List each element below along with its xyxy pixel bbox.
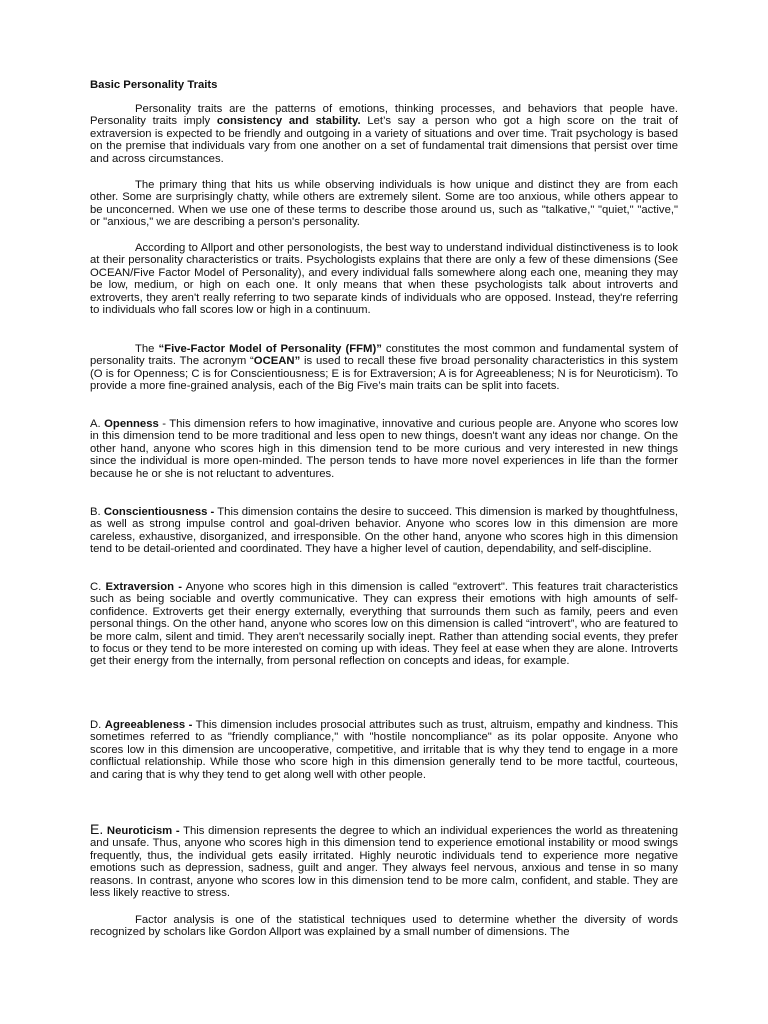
document-title: Basic Personality Traits [90,79,218,91]
trait-neuroticism [90,823,678,899]
trait-agreeableness [90,719,678,781]
trait-extraversion [90,581,678,668]
trait-letter: C. [90,581,106,593]
paragraph-distinctiveness: The primary thing that hits us while observing individuals is how unique and distinct they are from each other. Some are surprisingly chatty, while others are extremely silent. Some are too anxious, while others appear to be unconcerned. When we use one of these terms to describe those around us, such as "talkative," "quiet," "active," or "anxious," we are describing a person's personality. [90,179,678,229]
trait-term: Openness [104,418,159,430]
paragraph-text: The [135,343,159,355]
trait-letter: D. [90,719,105,731]
trait-openness [90,418,678,480]
trait-term: Neuroticism - [103,825,180,837]
trait-term: Extraversion - [105,581,182,593]
paragraph-intro [90,103,678,165]
trait-letter: B. [90,506,104,518]
trait-description: This dimension represents the degree to which an individual experiences the world as threatening and unsafe. Thus, anyone who scores high in this dimension tend to experience emotional instability or mood swings frequently, thus, the individual gets easily irritated. Highly neurotic individuals tend to experience more negative emotions such as depression, sadness, guilt and anger. They always feel nervous, anxious and tense in so many reasons. In contrast, anyone who scores low in this dimension tend to be more calm, confident, and stable. They are less likely reactive to stress. [90,825,679,900]
emphasis-text: OCEAN” [253,355,301,368]
trait-letter: A. [90,418,105,430]
trait-term: Conscientiousness - [103,506,215,518]
paragraph-text: Personality traits are the patterns of emotions, thinking processes, and behaviors that people have. Personality traits imply [90,103,678,128]
emphasis-text: “Five-Factor Model of Personality (FFM)” [158,343,382,355]
paragraph-ffm [90,343,678,393]
trait-letter: E. [90,821,104,837]
trait-conscientiousness [90,506,678,556]
emphasis-text: consistency and stability. [216,115,361,128]
trait-description: - This dimension refers to how imaginative, innovative and curious people are. Anyone who scores low in this dimension tend to be more traditional and less open to new things, doesn't want any ideas nor change. On the other hand, anyone who scores high in this dimension tend to be more curious and very interested in new things since the individual is more open-minded. The person tends to have more novel experiences in life than the former because he or she is not reluctant to adventures. [90,418,679,480]
trait-description: Anyone who scores high in this dimension is called "extrovert". This features trait characteristics such as being sociable and overtly communicative. They can express their emotions with high amounts of self-confidence. Extroverts get their energy externally, everything that surrounds them such as family, peers and even personal things. On the other hand, anyone who scores low on this dimension is called “introvert”, who are featured to be more calm, silent and timid. They aren't necessarily socially inept. Rather than attending social events, they prefer to focus or they tend to be more interested on coming up with ideas. They feel at ease when they are alone. Introverts get their energy from the internally, from personal reflection on concepts and ideas, for example. [90,581,678,668]
trait-description: This dimension includes prosocial attributes such as trust, altruism, empathy and kindness. This sometimes referred to as "friendly compliance," with "hostile noncompliance" as its polar opposite. Anyone who scores low in this dimension are uncooperative, competitive, and irritable that is why they tend to engage in a more conflictual relationship. While those who score high in this dimension generally tend to be more tactful, courteous, and caring that is why they tend to get along well with other people. [90,719,679,781]
paragraph-text: is used to recall these five broad personality characteristics in this system (O is for Openness; C is for Conscientiousness; E is for Extraversion; A is for Agreeableness; N is for Neuroticism). To provide a more fine-grained analysis, each of the Big Five’s main traits can be split into facets. [90,355,678,393]
paragraph-factor-analysis: Factor analysis is one of the statistical techniques used to determine whether the diversity of words recognized by scholars like Gordon Allport was explained by a small number of dimensions. The [90,914,678,939]
trait-description: This dimension contains the desire to succeed. This dimension is marked by thoughtfulness, as well as strong impulse control and goal-driven behavior. Anyone who scores low in this dimension are more careless, exhaustive, disorganized, and irresponsible. On the other hand, anyone who scores high in this dimension tend to be detail-oriented and coordinated. They have a higher level of caution, dependability, and self-discipline. [90,506,679,556]
paragraph-text: constitutes the most common and fundamental system of personality traits. The acronym “ [90,343,678,368]
trait-term: Agreeableness - [104,719,193,731]
paragraph-allport: According to Allport and other personologists, the best way to understand individual distinctiveness is to look at their personality characteristics or traits. Psychologists explains that there are only a few of these dimensions (See OCEAN/Five Factor Model of Personality), and every individual falls somewhere along each one, meaning they may be low, medium, or high on each one. It only means that when these psychologists talk about introverts and extroverts, they aren't really referring to two separate kinds of individuals who are opposed. Instead, they're referring to individuals who fall scores low or high in a continuum. [90,242,678,317]
paragraph-text: Let’s say a person who got a high score on the trait of extraversion is expected to be friendly and outgoing in a variety of situations and over time. Trait psychology is based on the premise that individuals vary from one another on a set of fundamental trait dimensions that persist over time and across circumstances. [90,115,678,165]
